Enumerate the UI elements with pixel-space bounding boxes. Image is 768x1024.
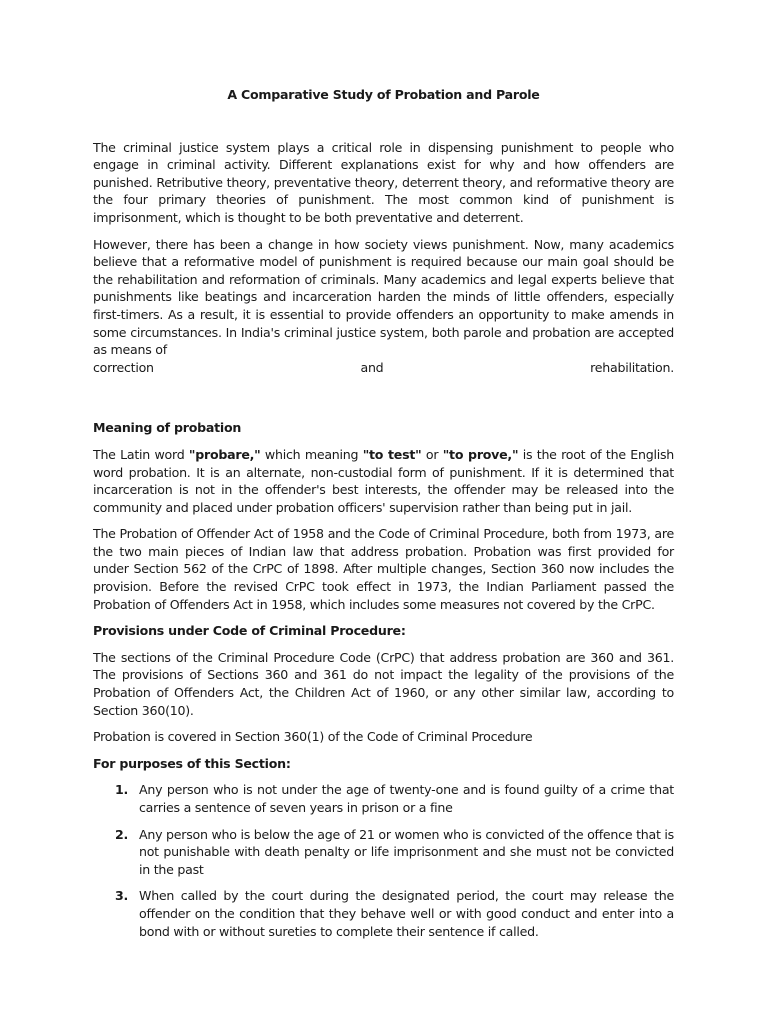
section-spacer: [93, 385, 674, 419]
probation-law-paragraph: The Probation of Offender Act of 1958 and the Code of Criminal Procedure, both from 1973, are the two main pieces of Indian law that address probation. Probation was first provided for under Section 562 of the CrPC of 1898. After multiple changes, Section 360 now includes the provision. Before the revised CrPC took effect in 1973, the Indian Parliament passed the Probation of Offenders Act in 1958, which includes some measures not covered by the CrPC.: [93, 526, 674, 612]
crpc-sections-paragraph: The sections of the Criminal Procedure Code (CrPC) that address probation are 360 and 361. The provisions of Sections 360 and 361 do not impact the legality of the provisions of the Probation of Offenders Act, the Children Act of 1960, or any other similar law, according to Section 360(10).: [93, 649, 674, 718]
intro-paragraph-2-text: However, there has been a change in how society views punishment. Now, many academics believe that a reformative model of punishment is required because our main goal should be the rehabilitation and reformation of criminals. Many academics and legal experts believe that punishments like beatings and incarceration harden the minds of little offenders, especially first-timers. As a result, it is essential to provide offenders an opportunity to make amends in some circumstances. In India's criminal justice system, both parole and probation are accepted as means of: [93, 236, 674, 358]
bold-term-probare: "probare,": [188, 446, 261, 462]
list-item-number: 2.: [115, 826, 129, 842]
text-run: The Latin word: [93, 446, 189, 462]
bold-term-to-test: "to test": [362, 446, 422, 462]
list-item: [93, 781, 674, 816]
numbered-list: [93, 781, 674, 940]
text-run: or: [421, 446, 443, 462]
list-item-text: Any person who is not under the age of twenty-one and is found guilty of a crime that carries a sentence of seven years in prison or a fine: [139, 782, 674, 815]
document-body: [93, 86, 674, 949]
intro-paragraph-1: The criminal justice system plays a critical role in dispensing punishment to people who engage in criminal activity. Different explanations exist for why and how offenders are punished. Retributive theory, preventative theory, deterrent theory, and reformative theory are the four primary theories of punishment. The most common kind of punishment is imprisonment, which is thought to be both preventative and deterrent.: [93, 139, 674, 225]
bold-term-to-prove: "to prove,": [442, 446, 519, 462]
text-run: which meaning: [260, 446, 363, 462]
document-title: A Comparative Study of Probation and Parole: [227, 87, 540, 102]
subheading-purposes: For purposes of this Section:: [93, 755, 291, 771]
list-item: [93, 887, 674, 940]
probation-meaning-paragraph: [93, 446, 674, 516]
section-360-paragraph: Probation is covered in Section 360(1) of the Code of Criminal Procedure: [93, 729, 533, 745]
section-heading-crpc-provisions: Provisions under Code of Criminal Procedure:: [93, 623, 406, 639]
list-item-text: Any person who is below the age of 21 or women who is convicted of the offence that is not punishable with death penalty or life imprisonment and she must not be convicted in the past: [139, 826, 674, 877]
list-item-number: 1.: [115, 782, 129, 798]
list-item-number: 3.: [115, 888, 129, 904]
intro-paragraph-2-last-line: correction and rehabilitation.: [93, 359, 674, 375]
list-item: [93, 826, 674, 879]
section-heading-meaning-of-probation: Meaning of probation: [93, 420, 242, 436]
intro-paragraph-2: [93, 236, 674, 359]
list-item-text: When called by the court during the designated period, the court may release the offender on the condition that they behave well or with good conduct and enter into a bond with or without sureties to complete their sentence if called.: [139, 888, 674, 939]
text-run: is the root of the English word probation. It is an alternate, non-custodial form of punishment. If it is determined that incarceration is not in the offender's best interests, the offender may be released into the community and placed under probation officers' supervision rather than being put in jail.: [93, 446, 675, 515]
